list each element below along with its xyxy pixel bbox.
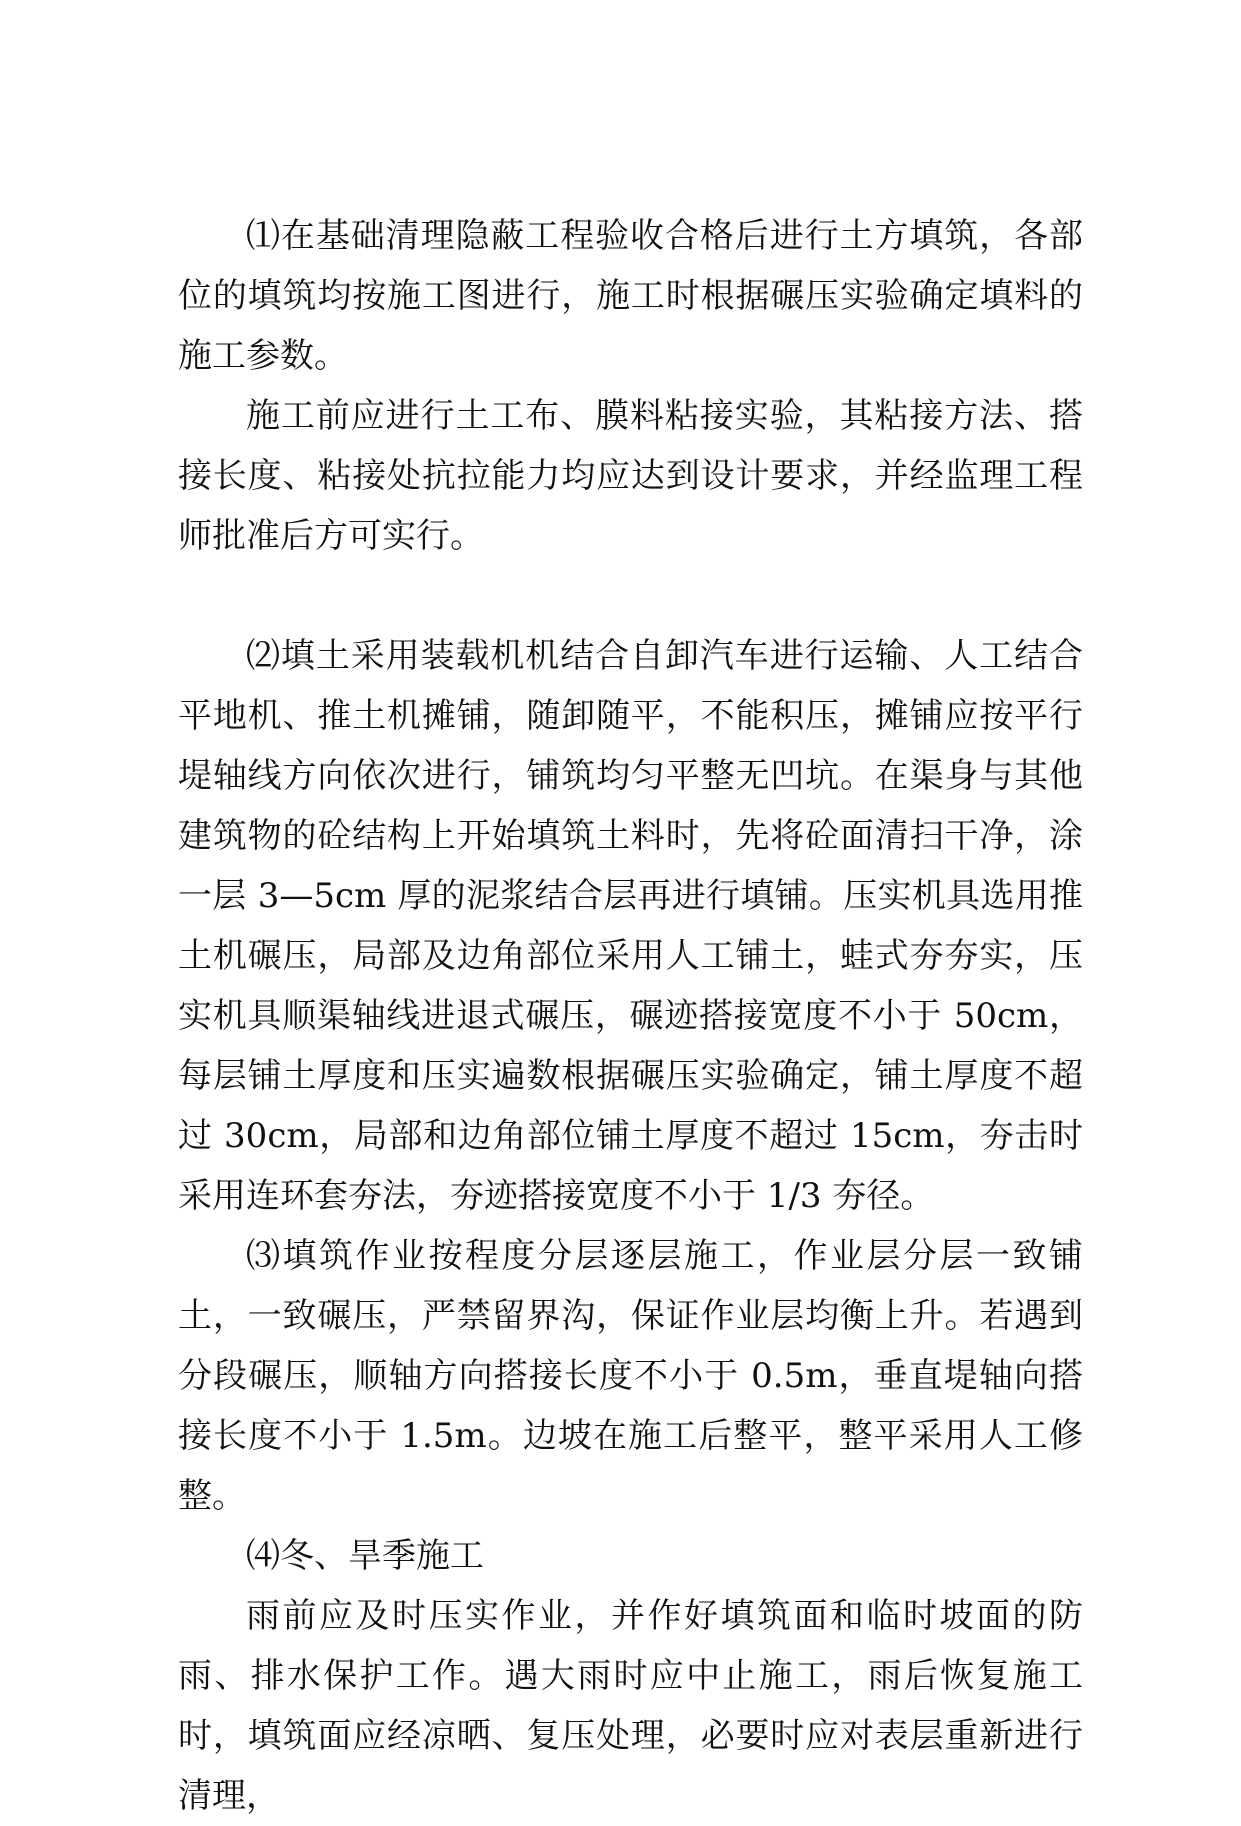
paragraph-season-heading: ⑷冬、旱季施工 xyxy=(246,1536,484,1576)
paragraph-fill-method: ⑵填土采用装载机机结合自卸汽车进行运输、人工结合平地机、推土机摊铺，随卸随平，不能积压，摊铺应按平行堤轴线方向依次进行，铺筑均匀平整无凹坑。在渠身与其他建筑物的砼结构上开始填筑土料时，先将砼面清扫干净，涂一层 3—5cm 厚的泥浆结合层再进行填铺。压实机具选用推土机碾压，局部及边角部位采用人工铺土，蛙式夯夯实，压实机具顺渠轴线进退式碾压，碾迹搭接宽度不小于 50cm，每层铺土厚度和压实遍数根据碾压实验确定，铺土厚度不超过 30cm，局部和边角部位铺土厚度不超过 15cm，夯击时采用连环套夯法，夯迹搭接宽度不小于 1/3 夯径。 xyxy=(178,636,1083,1216)
document-body xyxy=(178,206,1083,1826)
paragraph-geotextile-test: 施工前应进行土工布、膜料粘接实验，其粘接方法、搭接长度、粘接处抗拉能力均应达到设计要求，并经监理工程师批准后方可实行。 xyxy=(178,396,1083,556)
paragraph-fill-construction: ⑴在基础清理隐蔽工程验收合格后进行土方填筑，各部位的填筑均按施工图进行，施工时根据碾压实验确定填料的施工参数。 xyxy=(178,216,1083,376)
paragraph-layered-work: ⑶填筑作业按程度分层逐层施工，作业层分层一致铺土，一致碾压，严禁留界沟，保证作业层均衡上升。若遇到分段碾压，顺轴方向搭接长度不小于 0.5m，垂直堤轴向搭接长度不小于 1.5m。边坡在施工后整平，整平采用人工修整。 xyxy=(178,1236,1083,1516)
paragraph-rain-protection: 雨前应及时压实作业，并作好填筑面和临时坡面的防雨、排水保护工作。遇大雨时应中止施工，雨后恢复施工时，填筑面应经凉晒、复压处理，必要时应对表层重新进行清理， xyxy=(178,1596,1083,1816)
